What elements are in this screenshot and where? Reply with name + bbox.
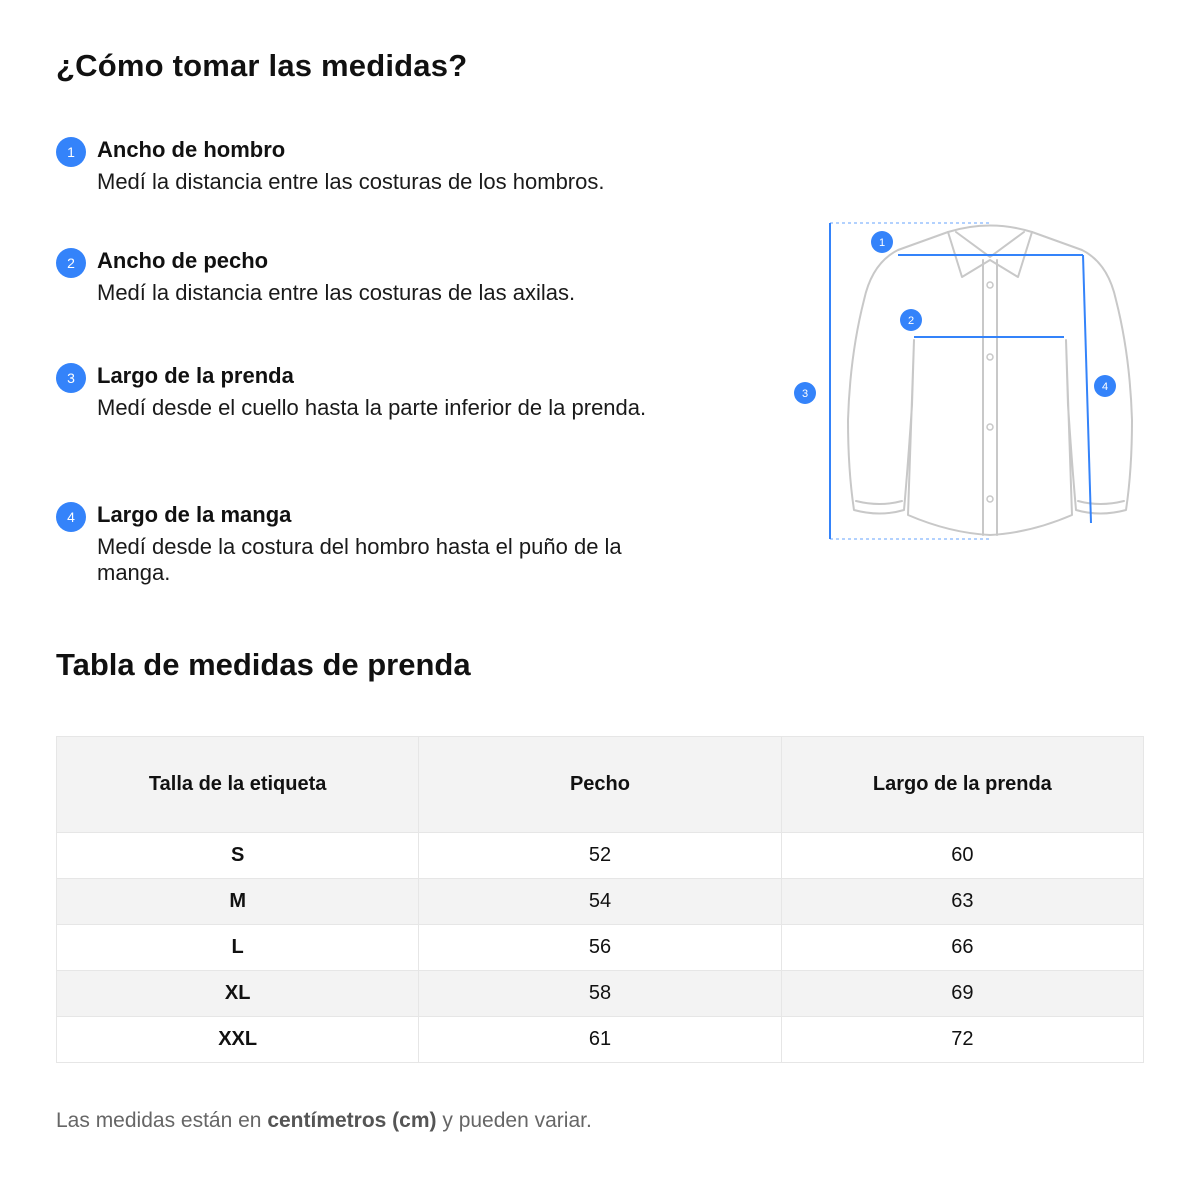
- table-header-row: [57, 737, 1144, 833]
- column-header-size: Talla de la etiqueta: [57, 737, 419, 833]
- marker-label: 3: [801, 388, 809, 400]
- marker-1: [871, 231, 893, 253]
- table-row: [57, 1017, 1144, 1063]
- size-cell: XXL: [57, 1017, 419, 1063]
- length-cell: 69: [781, 971, 1143, 1017]
- size-cell: XL: [57, 971, 419, 1017]
- note-suffix: y pueden variar.: [436, 1109, 592, 1132]
- marker-label: 2: [907, 315, 915, 327]
- length-cell: 63: [781, 879, 1143, 925]
- step-description: Medí desde el cuello hasta la parte inferior de la prenda.: [97, 395, 647, 420]
- chest-cell: 61: [419, 1017, 781, 1063]
- step-number-badge: 1: [56, 137, 86, 167]
- units-note: [56, 1109, 592, 1133]
- marker-3: [794, 382, 816, 404]
- button-icons: [987, 282, 993, 502]
- length-cell: 66: [781, 925, 1143, 971]
- page-title: ¿Cómo tomar las medidas?: [56, 48, 468, 83]
- size-table-title: Tabla de medidas de prenda: [56, 647, 471, 682]
- marker-4: [1094, 375, 1116, 397]
- length-cell: 72: [781, 1017, 1143, 1063]
- sleeve-line: [1083, 255, 1091, 523]
- marker-label: 1: [878, 237, 886, 249]
- step-description: Medí desde la costura del hombro hasta el puño de la manga.: [97, 534, 622, 585]
- step-title: Ancho de pecho: [97, 248, 269, 273]
- step-title: Ancho de hombro: [97, 137, 286, 162]
- note-prefix: Las medidas están en: [56, 1109, 268, 1132]
- table-row: [57, 879, 1144, 925]
- size-cell: S: [57, 833, 419, 879]
- table-row: [57, 925, 1144, 971]
- length-cell: 60: [781, 833, 1143, 879]
- size-cell: M: [57, 879, 419, 925]
- chest-cell: 56: [419, 925, 781, 971]
- note-units: centímetros (cm): [267, 1109, 437, 1132]
- step-description: Medí la distancia entre las costuras de las axilas.: [97, 280, 576, 305]
- step-number-badge: 3: [56, 363, 86, 393]
- step-number-badge: 4: [56, 502, 86, 532]
- shirt-measurement-diagram: [780, 205, 1160, 555]
- step-title: Largo de la prenda: [97, 363, 294, 388]
- size-table: [56, 736, 1144, 1063]
- chest-cell: 54: [419, 879, 781, 925]
- marker-2: [900, 309, 922, 331]
- table-row: [57, 971, 1144, 1017]
- step-description: Medí la distancia entre las costuras de los hombros.: [97, 169, 605, 194]
- chest-cell: 52: [419, 833, 781, 879]
- column-header-chest: Pecho: [419, 737, 781, 833]
- chest-cell: 58: [419, 971, 781, 1017]
- marker-label: 4: [1101, 381, 1109, 393]
- size-cell: L: [57, 925, 419, 971]
- step-number-badge: 2: [56, 248, 86, 278]
- table-row: [57, 833, 1144, 879]
- column-header-length: Largo de la prenda: [781, 737, 1143, 833]
- step-title: Largo de la manga: [97, 502, 292, 527]
- guide-lines: [830, 223, 990, 539]
